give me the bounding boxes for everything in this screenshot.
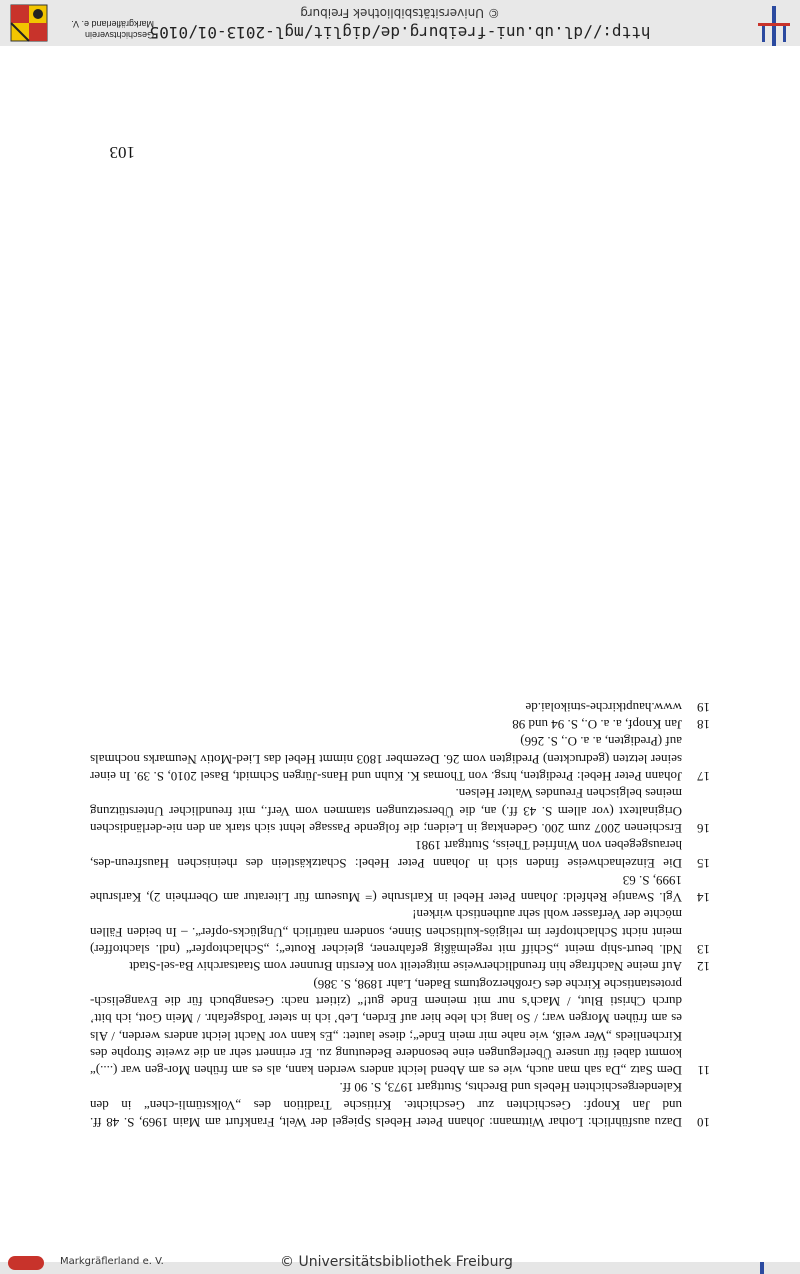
footnote-text: Dazu ausführlich: Lothar Wittmann: Johann Peter Hebels Spiegel der Welt, Frankfurt am Main 1969, S. 48 ff. und Jan Knopf: Geschichten zur Geschichte. Kritische Tradition des „Volkstümli-chen“ in den Kalendergeschichten Hebels und Brechts, Stuttgart 1973, S. 90 ff. bbox=[90, 1080, 682, 1130]
footnote-number: 12 bbox=[697, 959, 710, 975]
society-name bbox=[54, 18, 154, 40]
footnote-text: www.hauptkirche-stnikolai.de bbox=[525, 699, 682, 715]
footnote-number: 14 bbox=[697, 890, 710, 906]
previous-page-footer-strip bbox=[0, 1254, 800, 1274]
copyright-cut: © Universitätsbibliothek Freiburg bbox=[280, 1254, 513, 1270]
footnote-text: Erschienen 2007 zum 200. Gedenktag in Leiden; die folgende Passage lehnt sich stark an den nie-derländischen Originaltext (vor allem S. 43 ff.) an, die Übersetzungen stammen vom Verf., mit freundlicher Unterstützung meines belgischen Freundes Walter Helsen. bbox=[90, 786, 682, 836]
footnote-text: Jan Knopf, a. a. O., S. 94 und 98 bbox=[512, 717, 682, 733]
society-line-2: Markgräflerland e. V. bbox=[71, 19, 154, 29]
footnote bbox=[90, 837, 710, 872]
footnote bbox=[90, 872, 710, 907]
footnote-text: Johann Peter Hebel: Predigten, hrsg. von Thomas K. Kuhn und Hans-Jürgen Schmidt, Basel 2010, S. 39. In einer seiner letzten (gedruckten) Predigten vom 26. Dezember 1803 nimmt Hebel das Lied-Motiv Neumarks nochmals auf (Predigten, a. a. O., S. 266) bbox=[90, 734, 682, 785]
footnote-text: Auf meine Nachfrage hin freundlicherweise mitgeteilt von Kerstin Brunner vom Staatsarchiv Ba-sel-Stadt bbox=[129, 959, 682, 975]
coat-of-arms-icon bbox=[10, 4, 48, 42]
footnote-number: 18 bbox=[697, 717, 710, 733]
footnote-number: 11 bbox=[697, 1063, 710, 1079]
footer-url[interactable]: http://dl.ub.uni-freiburg.de/diglit/mgl-2013-01/0105 bbox=[149, 23, 651, 42]
footer-bar bbox=[0, 0, 800, 46]
footnote-number: 15 bbox=[697, 855, 710, 871]
page-number: 103 bbox=[109, 143, 135, 162]
ub-mark-icon bbox=[760, 1262, 764, 1274]
footnote-text: Die Einzelnachweise finden sich in Johann Peter Hebel: Schatzkästlein des rheinischen Hausfreun-des, herausgegeben von Winfried Theiss, Stuttgart 1981 bbox=[90, 838, 682, 871]
footnote bbox=[90, 958, 710, 975]
footnote bbox=[90, 975, 710, 1079]
footnote-number: 10 bbox=[697, 1115, 710, 1130]
footnote bbox=[90, 699, 710, 716]
footnote bbox=[90, 716, 710, 733]
footnote bbox=[90, 1079, 710, 1131]
footnote-text: Ndl. beurt-ship meint „Schiff mit regelmäßig gefahrener, gleicher Route“; „Schlachtopfer“ (ndl. slachtoffer) meint nicht Schlachtopfer im religiös-kultischen Sinne, sondern natürlich „Unglücks-opfer“. – In beiden Fällen möchte der Verfasser wohl sehr authentisch wirken! bbox=[90, 907, 682, 958]
society-line-1: Geschichtsverein bbox=[84, 30, 154, 40]
footnotes bbox=[90, 699, 710, 1131]
footnote-text: Vgl. Swantje Rehfeld: Johann Peter Hebel in Karlsruhe (= Museum für Literatur am Oberrhein 2), Karlsruhe 1999, S. 63 bbox=[90, 872, 682, 906]
society-label-cut: Markgräflerland e. V. bbox=[60, 1256, 164, 1267]
footnote-text: Dem Satz „Da sah man auch, wie es am Abend leicht anders werden kann, als es am frühen Mor-gen war (....)“ kommt dabei für unsere Überlegungen eine besondere Bedeutung zu. Er erinnert sehr an die zweite Strophe des Kirchenlieds „Wer weiß, wie nahe mir mein Ende“; diese lautet: „Es kann vor Nacht leicht anders werden, / Als es am frühen Morgen war; / So lang ich lebe hier auf Erden, Leb’ ich in steter Todsgefahr. / Mein Gott, ich bitt’ durch Christi Blut, / Mach’s nur mit meinem Ende gut!“ (zitiert nach: Gesangbuch für die Evangelisch-protestantische Kirche des Großherzogtums Baden, Lahr 1898, S. 386) bbox=[90, 976, 682, 1079]
footnote bbox=[90, 785, 710, 837]
footnote-number: 16 bbox=[697, 820, 710, 836]
footer-copyright: © Universitätsbibliothek Freiburg bbox=[300, 6, 500, 20]
footnote bbox=[90, 733, 710, 785]
footnote-number: 17 bbox=[697, 769, 710, 785]
footnote bbox=[90, 906, 710, 958]
footnote-number: 19 bbox=[697, 699, 710, 715]
footnote-number: 13 bbox=[697, 942, 710, 958]
